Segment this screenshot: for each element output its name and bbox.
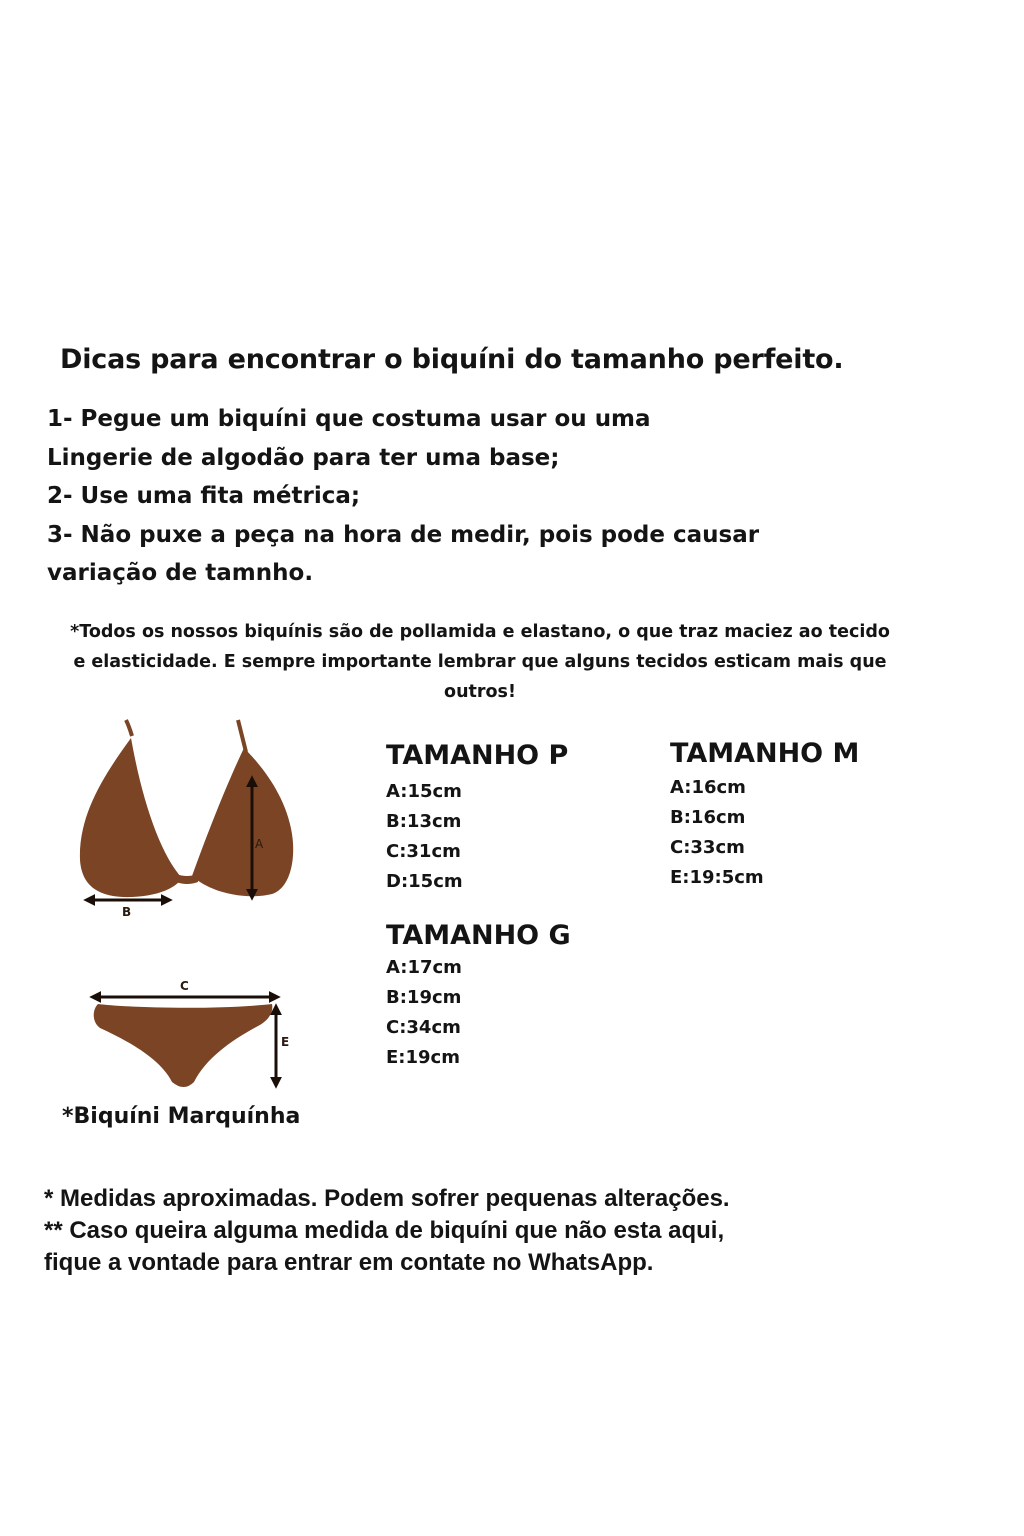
size-g-measure: A:17cm [386, 957, 462, 978]
size-g-measure: B:19cm [386, 987, 462, 1008]
label-e: E [281, 1035, 290, 1049]
diagram-caption: *Biquíni Marquínha [62, 1104, 301, 1129]
bikini-top-connector [176, 874, 198, 884]
size-g-measure: E:19cm [386, 1047, 460, 1068]
size-m-measure: E:19:5cm [670, 867, 764, 888]
tip-line: 2- Use uma fita métrica; [47, 483, 361, 509]
size-p-measure: A:15cm [386, 781, 462, 802]
note-line: *Todos os nossos biquínis são de pollamida e elastano, o que traz maciez ao tecido [70, 622, 890, 642]
right-strap [238, 720, 246, 752]
size-g-title: TAMANHO G [386, 920, 571, 951]
size-p-measure: D:15cm [386, 871, 463, 892]
bikini-bottom [94, 1004, 273, 1087]
label-a: A [255, 837, 264, 851]
footer-notes [44, 1183, 730, 1279]
tip-line: variação de tamnho. [47, 560, 314, 586]
left-strap [126, 720, 132, 736]
page-title: Dicas para encontrar o biquíni do tamanho perfeito. [60, 344, 844, 375]
label-c: C [180, 979, 189, 993]
size-m-measure: A:16cm [670, 777, 746, 798]
size-p-title: TAMANHO P [386, 740, 569, 771]
note-line: e elasticidade. E sempre importante lembrar que alguns tecidos esticam mais que [73, 652, 887, 672]
size-p-measure: B:13cm [386, 811, 462, 832]
tip-line: 1- Pegue um biquíni que costuma usar ou uma [47, 406, 651, 432]
size-m-measure: C:33cm [670, 837, 745, 858]
size-p-block [386, 740, 568, 897]
size-g-block [386, 920, 571, 1073]
tip-line: Lingerie de algodão para ter uma base; [47, 444, 560, 471]
footer-line: ** Caso queira alguma medida de biquíni que não esta aqui, [44, 1217, 725, 1244]
note-line: outros! [444, 682, 516, 702]
size-m-block [670, 738, 859, 893]
size-p-measure: C:31cm [386, 841, 461, 862]
footer-line: * Medidas aproximadas. Podem sofrer pequenas alterações. [44, 1185, 730, 1212]
label-b: B [122, 905, 132, 919]
footer-line: fique a vontade para entrar em contate no WhatsApp. [44, 1249, 654, 1276]
size-m-title: TAMANHO M [670, 738, 860, 769]
size-g-measure: C:34cm [386, 1017, 461, 1038]
tip-line: 3- Não puxe a peça na hora de medir, pois pode causar [47, 521, 760, 548]
size-m-measure: B:16cm [670, 807, 746, 828]
bikini-top-right-cup [192, 748, 293, 896]
bikini-top-left-cup [80, 738, 182, 897]
